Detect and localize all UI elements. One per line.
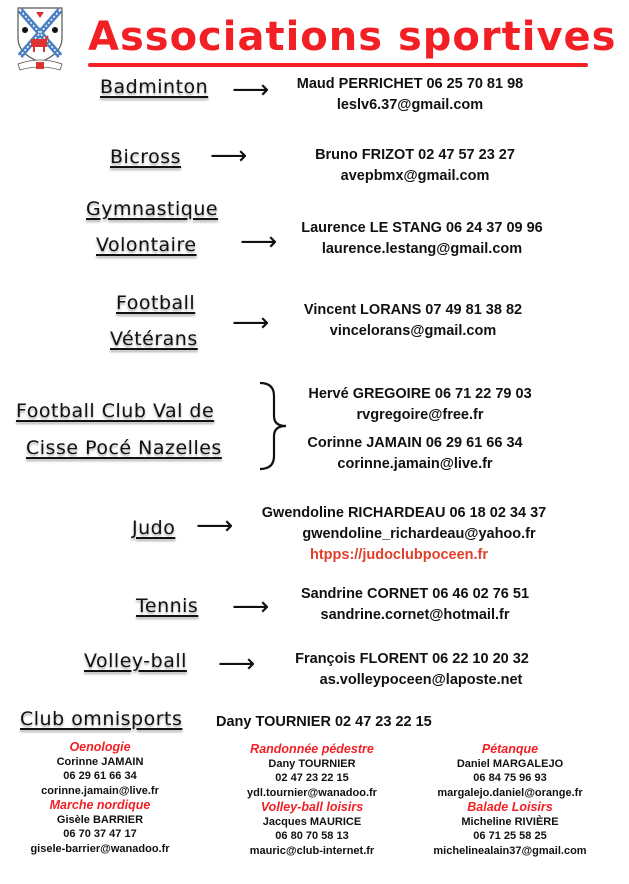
contact-block-volley-ball — [276, 649, 548, 691]
page-title: Associations sportives — [88, 14, 617, 60]
contact-name-phone: Hervé GREGOIRE 06 71 22 79 03 — [308, 386, 532, 402]
section-person: Dany TOURNIER — [268, 757, 356, 770]
contact-email[interactable]: as.volleypoceen@laposte.net — [319, 672, 523, 688]
contact-email[interactable]: rvgregoire@free.fr — [356, 407, 484, 423]
contact-email[interactable]: laurence.lestang@gmail.com — [321, 241, 523, 257]
omnisports-column-3 — [420, 742, 600, 858]
contact-name-phone: Sandrine CORNET 06 46 02 76 51 — [300, 586, 530, 602]
section-category: Marche nordique — [49, 798, 151, 812]
contact-name-phone: Vincent LORANS 07 49 81 38 82 — [303, 302, 523, 318]
contact-name-phone: François FLORENT 06 22 10 20 32 — [295, 651, 529, 667]
section-phone: 06 84 75 96 93 — [473, 772, 547, 784]
arrow-icon: ⟶ — [232, 75, 270, 105]
website-link[interactable]: htpps://judoclubpoceen.fr — [309, 547, 489, 563]
contact-block-badminton — [280, 74, 540, 116]
contact-block-tennis — [290, 584, 540, 626]
section-person: Daniel MARGALEJO — [456, 757, 564, 770]
section-phone: 06 80 70 58 13 — [275, 830, 349, 842]
association-name-judo: Judo — [132, 517, 176, 539]
curly-brace-shape — [256, 380, 296, 472]
section-phone: 02 47 23 22 15 — [275, 772, 349, 784]
contact-block-judo — [250, 503, 558, 566]
coat-of-arms-logo — [14, 4, 66, 72]
section-phone: 06 70 37 47 17 — [63, 828, 137, 840]
arrow-icon: ⟶ — [196, 511, 234, 541]
contact-block-fc-val-de-cisse-2 — [292, 433, 538, 475]
association-name-volley-ball: Volley-ball — [84, 650, 187, 672]
section-person: Corinne JAMAIN — [56, 755, 144, 768]
municipal-coat-of-arms-icon — [14, 4, 66, 72]
section-email[interactable]: corinne.jamain@live.fr — [41, 784, 159, 797]
omnisports-column-2 — [222, 742, 402, 858]
contact-block-bicross — [285, 145, 545, 187]
section-category: Volley-ball loisirs — [260, 800, 364, 814]
contact-email[interactable]: leslv6.37@gmail.com — [336, 97, 484, 113]
section-phone: 06 71 25 58 25 — [473, 830, 547, 842]
omnisports-contact: Dany TOURNIER 02 47 23 22 15 — [216, 714, 432, 730]
association-name-football-veterans-line2: Vétérans — [110, 328, 198, 350]
contact-name-phone: Gwendoline RICHARDEAU 06 18 02 34 37 — [261, 505, 547, 521]
arrow-icon: ⟶ — [232, 592, 270, 622]
association-name-fc-val-de-cisse-line1: Football Club Val de — [16, 400, 215, 422]
association-name-football-veterans-line1: Football — [116, 292, 196, 314]
association-name-fc-val-de-cisse-line2: Cisse Pocé Nazelles — [26, 437, 222, 459]
contact-email[interactable]: vincelorans@gmail.com — [329, 323, 497, 339]
contact-block-fc-val-de-cisse-1 — [292, 384, 548, 426]
arrow-icon: ⟶ — [232, 308, 270, 338]
contact-email[interactable]: sandrine.cornet@hotmail.fr — [320, 607, 510, 623]
section-person: Micheline RIVIÈRE — [461, 815, 559, 828]
section-person: Gisèle BARRIER — [56, 813, 144, 826]
section-category: Balade Loisirs — [467, 800, 553, 814]
section-email[interactable]: gisele-barrier@wanadoo.fr — [30, 842, 170, 855]
section-email[interactable]: ydl.tournier@wanadoo.fr — [247, 786, 377, 799]
contact-name-phone: Maud PERRICHET 06 25 70 81 98 — [296, 76, 524, 92]
contact-name-phone: Laurence LE STANG 06 24 37 09 96 — [301, 220, 543, 236]
association-name-gymnastique-line1: Gymnastique — [86, 198, 219, 220]
curly-brace-icon — [256, 380, 296, 472]
section-category: Randonnée pédestre — [250, 742, 374, 756]
association-name-badminton: Badminton — [100, 76, 209, 98]
section-person: Jacques MAURICE — [262, 815, 362, 828]
arrow-icon: ⟶ — [210, 141, 248, 171]
contact-email[interactable]: avepbmx@gmail.com — [340, 168, 490, 184]
contact-email[interactable]: gwendoline_richardeau@yahoo.fr — [302, 526, 536, 542]
section-phone: 06 29 61 66 34 — [63, 770, 137, 782]
section-category: Oenologie — [69, 740, 131, 754]
arrow-icon: ⟶ — [218, 649, 256, 679]
omnisports-column-1 — [10, 740, 190, 856]
section-category: Pétanque — [481, 742, 539, 756]
arrow-icon: ⟶ — [240, 227, 278, 257]
section-email[interactable]: michelinealain37@gmail.com — [433, 844, 587, 857]
association-name-club-omnisports: Club omnisports — [20, 708, 183, 730]
contact-name-phone: Corinne JAMAIN 06 29 61 66 34 — [307, 435, 523, 451]
association-name-gymnastique-line2: Volontaire — [96, 234, 197, 256]
association-name-bicross: Bicross — [110, 146, 182, 168]
title-underline — [88, 63, 588, 67]
contact-email[interactable]: corinne.jamain@live.fr — [337, 456, 493, 472]
association-name-tennis: Tennis — [136, 595, 199, 617]
contact-block-football-veterans — [288, 300, 538, 342]
contact-block-gymnastique — [288, 218, 556, 260]
section-email[interactable]: margalejo.daniel@orange.fr — [437, 786, 583, 799]
section-email[interactable]: mauric@club-internet.fr — [249, 844, 375, 857]
contact-name-phone: Bruno FRIZOT 02 47 57 23 27 — [315, 147, 515, 163]
